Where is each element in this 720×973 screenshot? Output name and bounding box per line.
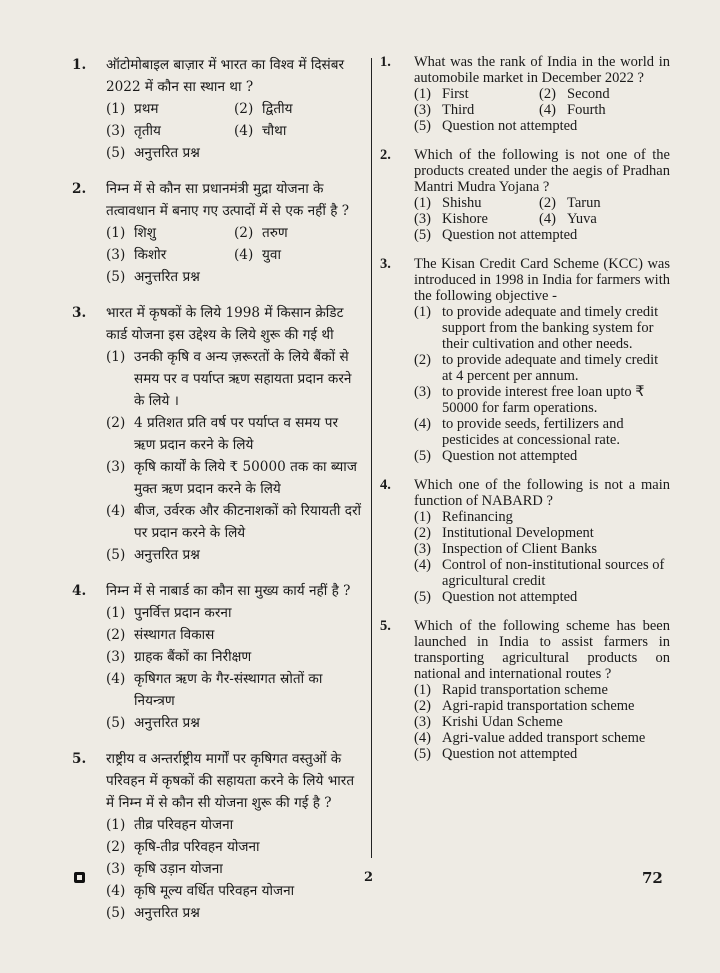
option — [539, 211, 664, 227]
option-number: (5) — [414, 448, 431, 464]
question-text: Which one of the following is not a main function of NABARD ? — [414, 477, 670, 509]
question-block — [380, 618, 670, 762]
option — [414, 509, 670, 525]
option-list — [106, 602, 362, 734]
option-text: Agri-value added transport scheme — [442, 730, 646, 746]
option-number: (3) — [414, 541, 431, 557]
option-number: (2) — [234, 225, 254, 241]
option — [414, 211, 539, 227]
option-text: Question not attempted — [442, 448, 578, 464]
option-text: Yuva — [567, 211, 597, 227]
option-text: चौथा — [262, 123, 287, 139]
question-text: भारत में कृषकों के लिये 1998 में किसान क्रेडिट कार्ड योजना इस उद्देश्य के लिये शुरू की गई थी — [106, 305, 344, 343]
option — [414, 195, 539, 211]
option-row — [106, 222, 362, 244]
option-text: Question not attempted — [442, 118, 578, 134]
question-block — [72, 748, 362, 924]
option-text: अनुत्तरित प्रश्न — [134, 145, 200, 161]
question-number: 2. — [380, 147, 391, 163]
option-text: ग्राहक बैंकों का निरीक्षण — [134, 649, 252, 665]
option — [106, 142, 362, 164]
option — [106, 646, 362, 668]
option-row — [106, 244, 362, 266]
option — [106, 222, 234, 244]
question-text: निम्न में से कौन सा प्रधानमंत्री मुद्रा योजना के तत्वावधान में बनाए गए उत्पादों में से एक नहीं है ? — [106, 181, 350, 219]
option-text: Question not attempted — [442, 746, 578, 762]
option — [414, 448, 670, 464]
option-text: Agri-rapid transportation scheme — [442, 698, 635, 714]
option-number: (4) — [106, 883, 126, 899]
option-row — [414, 86, 670, 102]
option-text: Kishore — [442, 211, 488, 227]
option-row — [414, 211, 670, 227]
option-text: Institutional Development — [442, 525, 594, 541]
option-list — [414, 509, 670, 605]
option-number: (5) — [106, 145, 126, 161]
option-number: (2) — [539, 195, 556, 211]
option — [414, 730, 670, 746]
option — [106, 98, 234, 120]
question-number: 5. — [72, 751, 87, 767]
option — [414, 746, 670, 762]
question-block — [72, 302, 362, 566]
option-number: (5) — [106, 715, 126, 731]
option — [106, 500, 362, 544]
option — [234, 222, 362, 244]
option-row — [106, 120, 362, 142]
option-number: (5) — [106, 547, 126, 563]
option-text: Inspection of Client Banks — [442, 541, 598, 557]
question-number: 4. — [380, 477, 391, 493]
question-text: निम्न में से नाबार्ड का कौन सा मुख्य कार्य नहीं है ? — [106, 583, 351, 599]
option — [106, 244, 234, 266]
option — [414, 352, 670, 384]
question-block — [380, 256, 670, 464]
option-number: (1) — [414, 304, 431, 320]
question-block — [380, 54, 670, 134]
question-block — [72, 54, 362, 164]
option — [106, 836, 362, 858]
option-text: प्रथम — [134, 101, 159, 117]
option-list — [414, 682, 670, 762]
option-number: (4) — [106, 671, 126, 687]
option-text: तृतीय — [134, 123, 161, 139]
option — [414, 86, 539, 102]
option-number: (2) — [539, 86, 556, 102]
option-number: (1) — [106, 817, 126, 833]
option — [106, 902, 362, 924]
option-number: (3) — [106, 123, 126, 139]
option-list — [106, 814, 362, 924]
option-number: (4) — [106, 503, 126, 519]
question-number: 1. — [380, 54, 391, 70]
option-number: (5) — [414, 746, 431, 762]
question-number: 3. — [72, 305, 87, 321]
square-marker-icon — [74, 872, 85, 883]
sheet-code: 72 — [642, 869, 663, 887]
option-text: Rapid transportation scheme — [442, 682, 608, 698]
option-number: (2) — [414, 352, 431, 368]
option — [414, 698, 670, 714]
question-block — [72, 178, 362, 288]
option-list — [414, 118, 670, 134]
question-number: 2. — [72, 181, 87, 197]
option-text: तरुण — [262, 225, 288, 241]
option-number: (1) — [106, 605, 126, 621]
option-number: (1) — [106, 349, 126, 365]
option — [414, 682, 670, 698]
option-number: (2) — [414, 698, 431, 714]
option-text: पुनर्वित्त प्रदान करना — [134, 605, 232, 621]
option-number: (3) — [414, 384, 431, 400]
hindi-column — [72, 54, 362, 938]
english-column — [380, 54, 670, 775]
option — [414, 102, 539, 118]
option — [414, 304, 670, 352]
option-text: Third — [442, 102, 475, 118]
option-text: कृषि-तीव्र परिवहन योजना — [134, 839, 260, 855]
option — [106, 712, 362, 734]
option-text: to provide interest free loan upto ₹ 50000 for farm operations. — [442, 384, 645, 416]
question-number: 1. — [72, 57, 87, 73]
question-text: Which of the following is not one of the products created under the aegis of Pradhan Mantri Mudra Yojana ? — [414, 147, 670, 195]
option — [414, 416, 670, 448]
option — [414, 118, 670, 134]
option-text: कृषि मूल्य वर्धित परिवहन योजना — [134, 883, 295, 899]
option-number: (1) — [414, 86, 431, 102]
option — [414, 384, 670, 416]
option-number: (1) — [106, 101, 126, 117]
option-text: First — [442, 86, 469, 102]
option-number: (5) — [414, 589, 431, 605]
option-number: (4) — [414, 557, 431, 573]
option-text: उनकी कृषि व अन्य ज़रूरतों के लिये बैंकों से समय पर व पर्याप्त ऋण सहायता प्रदान करने के लिये । — [134, 349, 352, 409]
option — [539, 102, 664, 118]
question-text: What was the rank of India in the world in automobile market in December 2022 ? — [414, 54, 670, 86]
option-number: (3) — [106, 649, 126, 665]
option-text: द्वितीय — [262, 101, 293, 117]
option-number: (5) — [106, 905, 126, 921]
option-number: (2) — [414, 525, 431, 541]
option-number: (3) — [106, 459, 126, 475]
option-row — [414, 195, 670, 211]
option — [414, 557, 670, 589]
option-row — [106, 98, 362, 120]
option-text: Fourth — [567, 102, 606, 118]
option — [414, 589, 670, 605]
option — [106, 858, 362, 880]
option-number: (2) — [106, 415, 126, 431]
option-text: अनुत्तरित प्रश्न — [134, 715, 200, 731]
option-number: (1) — [414, 682, 431, 698]
option-list — [414, 304, 670, 464]
option-number: (1) — [414, 195, 431, 211]
option — [106, 602, 362, 624]
option-number: (2) — [106, 839, 126, 855]
option-text: to provide seeds, fertilizers and pesticides at concessional rate. — [442, 416, 624, 448]
option — [106, 880, 362, 902]
option-number: (5) — [414, 118, 431, 134]
option-text: अनुत्तरित प्रश्न — [134, 269, 200, 285]
option-text: अनुत्तरित प्रश्न — [134, 905, 200, 921]
option — [414, 525, 670, 541]
option-list — [106, 266, 362, 288]
option — [106, 814, 362, 836]
option-list — [106, 142, 362, 164]
option-text: Tarun — [567, 195, 601, 211]
option-text: कृषि कार्यों के लिये ₹ 50000 तक का ब्याज मुक्त ऋण प्रदान करने के लिये — [134, 459, 357, 497]
option-number: (4) — [539, 102, 556, 118]
option-text: अनुत्तरित प्रश्न — [134, 547, 200, 563]
question-block — [72, 580, 362, 734]
option-text: संस्थागत विकास — [134, 627, 215, 643]
question-text: Which of the following scheme has been launched in India to assist farmers in transporting agricultural products on national and international routes ? — [414, 618, 670, 682]
option-text: to provide adequate and timely credit support from the banking system for their cultivation and other needs. — [442, 304, 659, 352]
option-text: किशोर — [134, 247, 167, 263]
question-number: 3. — [380, 256, 391, 272]
option-number: (3) — [414, 102, 431, 118]
page-number: 2 — [364, 870, 374, 885]
option — [414, 227, 670, 243]
option-number: (2) — [106, 627, 126, 643]
option — [234, 120, 362, 142]
option — [414, 541, 670, 557]
option — [106, 120, 234, 142]
option-number: (4) — [414, 416, 431, 432]
option-text: Refinancing — [442, 509, 513, 525]
question-number: 4. — [72, 583, 87, 599]
option-row — [414, 102, 670, 118]
option — [106, 412, 362, 456]
option-number: (2) — [234, 101, 254, 117]
option-list — [414, 227, 670, 243]
question-text: The Kisan Credit Card Scheme (KCC) was introduced in 1998 in India for farmers with the following objective - — [414, 256, 670, 304]
option-number: (4) — [539, 211, 556, 227]
option-text: शिशु — [134, 225, 157, 241]
option-number: (5) — [414, 227, 431, 243]
option-text: कृषिगत ऋण के गैर-संस्थागत स्रोतों का नियन्त्रण — [134, 671, 323, 709]
option-text: Second — [567, 86, 610, 102]
option-number: (1) — [106, 225, 126, 241]
question-number: 5. — [380, 618, 391, 634]
option-number: (3) — [106, 861, 126, 877]
option-text: कृषि उड़ान योजना — [134, 861, 223, 877]
option-number: (4) — [414, 730, 431, 746]
option-text: युवा — [262, 247, 281, 263]
option — [106, 266, 362, 288]
option-number: (3) — [414, 211, 431, 227]
question-block — [380, 477, 670, 605]
question-block — [380, 147, 670, 243]
option — [234, 244, 362, 266]
option-number: (4) — [234, 247, 254, 263]
option — [414, 714, 670, 730]
option-number: (5) — [106, 269, 126, 285]
option-text: Krishi Udan Scheme — [442, 714, 563, 730]
option-text: तीव्र परिवहन योजना — [134, 817, 234, 833]
option-number: (4) — [234, 123, 254, 139]
option — [106, 346, 362, 412]
column-divider — [371, 58, 372, 858]
option-text: 4 प्रतिशत प्रति वर्ष पर पर्याप्त व समय पर ऋण प्रदान करने के लिये — [134, 415, 339, 453]
option — [106, 624, 362, 646]
option — [234, 98, 362, 120]
option-number: (1) — [414, 509, 431, 525]
question-text: राष्ट्रीय व अन्तर्राष्ट्रीय मार्गों पर कृषिगत वस्तुओं के परिवहन में कृषकों की सहायता करने के लिये भारत में निम्न में से कौन सी योजना शुरू की गई है ? — [106, 751, 355, 811]
option-text: Control of non-institutional sources of agricultural credit — [442, 557, 665, 589]
option — [539, 86, 664, 102]
question-text: ऑटोमोबाइल बाज़ार में भारत का विश्व में दिसंबर 2022 में कौन सा स्थान था ? — [106, 57, 345, 95]
option-text: Shishu — [442, 195, 482, 211]
option-list — [106, 346, 362, 566]
option — [106, 668, 362, 712]
option — [106, 456, 362, 500]
option-text: to provide adequate and timely credit at 4 percent per annum. — [442, 352, 659, 384]
option-number: (3) — [414, 714, 431, 730]
option-text: Question not attempted — [442, 589, 578, 605]
option — [106, 544, 362, 566]
option-number: (3) — [106, 247, 126, 263]
option-text: बीज, उर्वरक और कीटनाशकों को रियायती दरों पर प्रदान करने के लिये — [134, 503, 362, 541]
option — [539, 195, 664, 211]
option-text: Question not attempted — [442, 227, 578, 243]
